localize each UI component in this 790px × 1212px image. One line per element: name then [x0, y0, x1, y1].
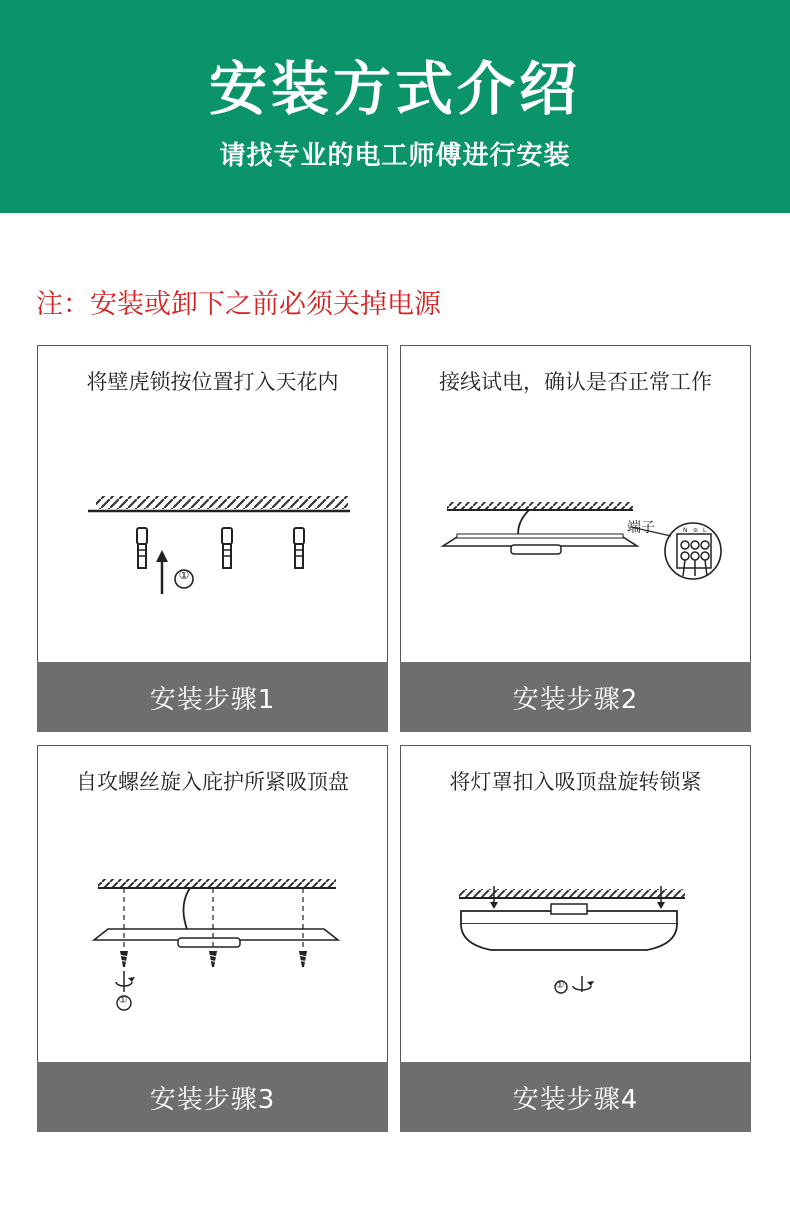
step-2-caption: 接线试电，确认是否正常工作 [439, 370, 712, 394]
step-3-marker: ① [118, 995, 128, 1006]
rotate-arrow-icon [573, 976, 594, 992]
terminal-letter-n: N [683, 527, 688, 534]
step-4-illustration [401, 746, 750, 1062]
step-2-illustration [401, 346, 750, 662]
terminal-letter-l: L [703, 527, 707, 534]
ceiling-lamp-icon [461, 904, 677, 950]
ceiling-hatch-icon [88, 496, 350, 511]
step-4-label: 安装步骤4 [400, 1062, 751, 1132]
wall-anchor-icon [137, 528, 147, 568]
page-title: 安装方式介绍 [208, 55, 581, 123]
screw-icon [119, 951, 129, 967]
screw-icon [208, 951, 218, 967]
terminal-letter-ground: ⊜ [693, 527, 699, 534]
page-subtitle: 请找专业的电工师傅进行安装 [219, 141, 571, 171]
ceiling-hatch-icon [459, 889, 685, 898]
step-card-3 [37, 745, 388, 1132]
ceiling-base-plate-icon [443, 534, 637, 554]
step-1-caption: 将壁虎锁按位置打入天花内 [86, 370, 339, 394]
step-3-label: 安装步骤3 [37, 1062, 388, 1132]
wire-icon [183, 888, 190, 932]
ceiling-hatch-icon [98, 879, 336, 888]
step-3-caption: 自攻螺丝旋入庇护所紧吸顶盘 [76, 770, 349, 794]
step-4-marker: ① [555, 980, 565, 991]
ceiling-base-plate-icon [94, 929, 338, 947]
wall-anchor-icon [222, 528, 232, 568]
step-3-illustration [38, 746, 387, 1062]
screw-icon [298, 951, 308, 967]
rotate-arrow-icon [116, 971, 135, 992]
terminal-label: 端子 [627, 520, 655, 536]
safety-note: 注：安装或卸下之前必须关掉电源 [36, 289, 441, 320]
header-banner [0, 0, 790, 213]
ceiling-hatch-icon [447, 502, 633, 510]
step-card-1 [37, 345, 388, 732]
up-arrow-icon [156, 550, 168, 594]
step-4-caption: 将灯罩扣入吸顶盘旋转锁紧 [449, 770, 702, 794]
step-card-2 [400, 345, 751, 732]
step-1-illustration [38, 346, 387, 662]
wall-anchor-icon [294, 528, 304, 568]
step-1-marker: ① [178, 568, 190, 582]
step-2-label: 安装步骤2 [400, 662, 751, 732]
step-card-4 [400, 745, 751, 1132]
step-1-label: 安装步骤1 [37, 662, 388, 732]
